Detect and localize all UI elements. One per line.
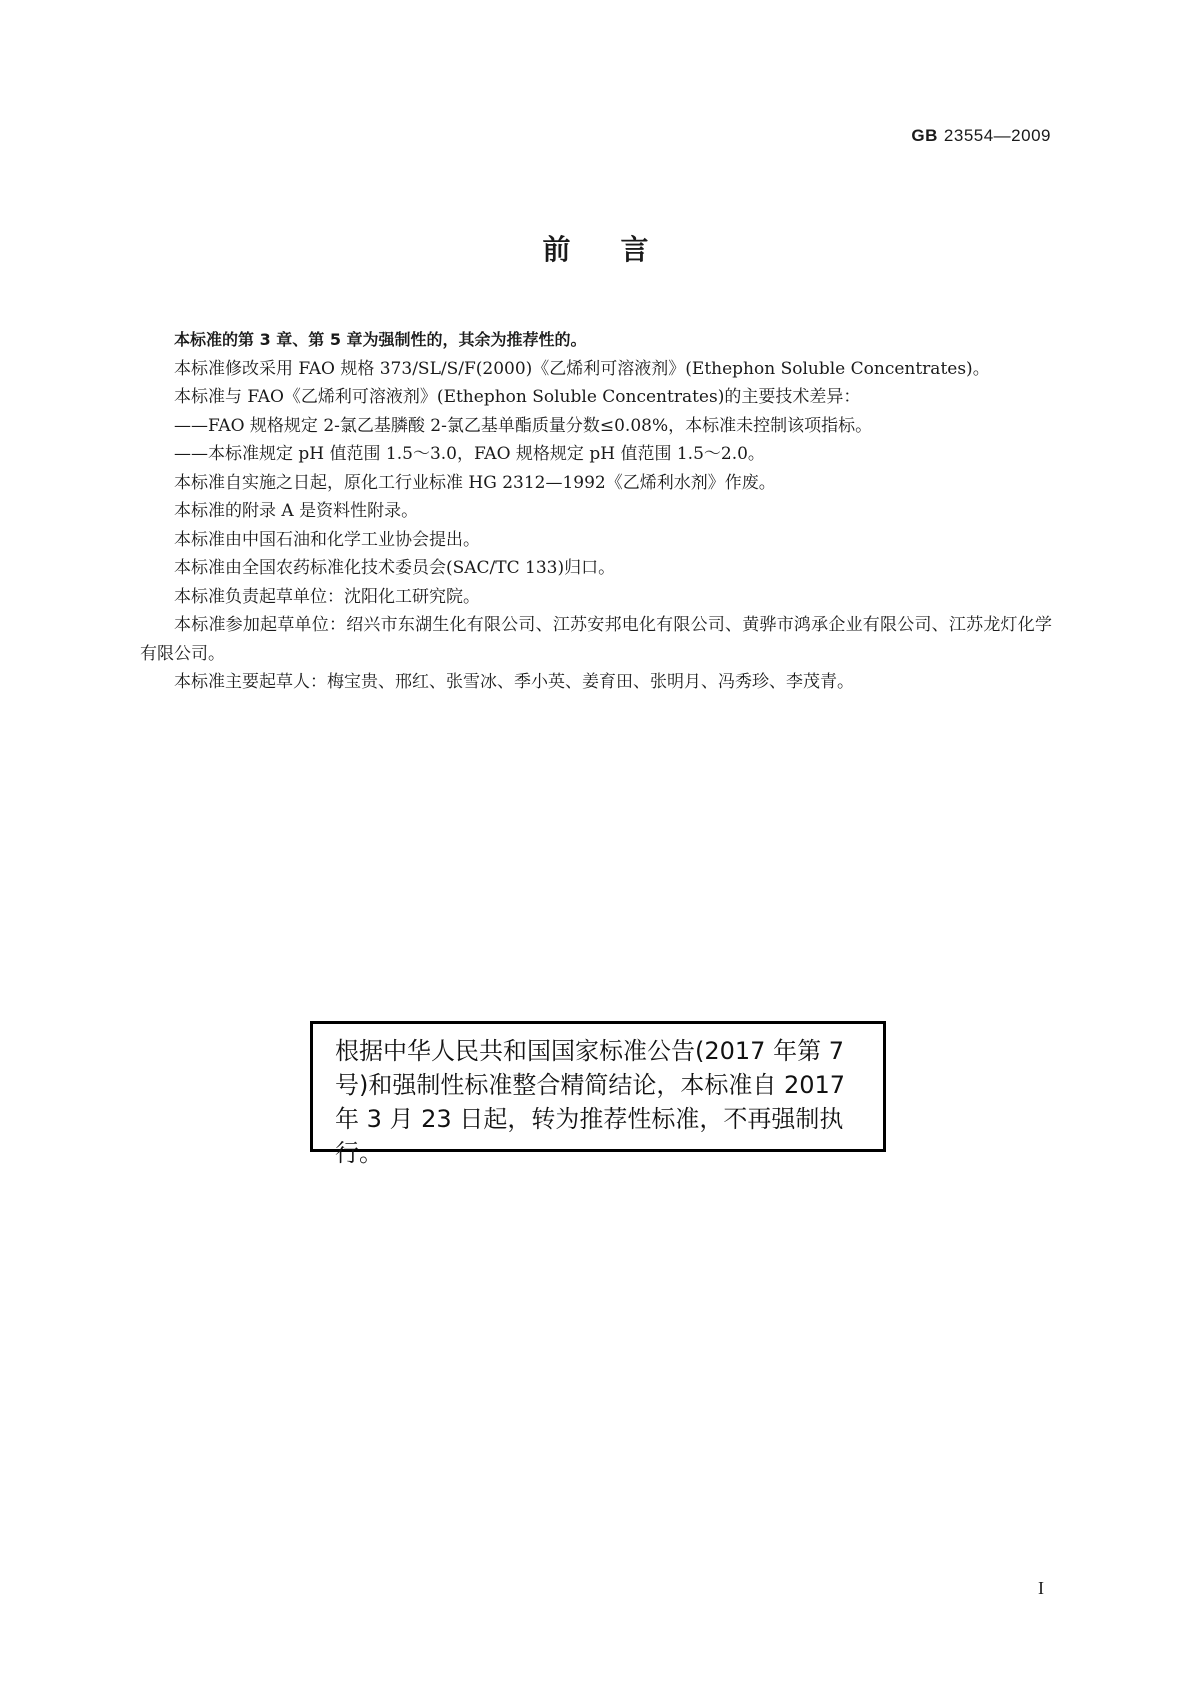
standard-code: 23554—2009 <box>943 126 1051 145</box>
page-title: 前言 <box>542 233 699 266</box>
paragraph-mandatory-chapters: 本标准的第 3 章、第 5 章为强制性的，其余为推荐性的。 <box>174 330 587 349</box>
paragraph-drafters: 本标准主要起草人：梅宝贵、邢红、张雪冰、季小英、姜育田、张明月、冯秀珍、李茂青。 <box>174 672 854 692</box>
paragraph-differences-intro: 本标准与 FAO《乙烯利可溶液剂》(Ethephon Soluble Concentrates)的主要技术差异： <box>174 387 861 407</box>
page-number: I <box>1038 1578 1044 1598</box>
paragraph-drafting-unit: 本标准负责起草单位：沈阳化工研究院。 <box>174 586 480 607</box>
standard-number <box>911 126 1051 146</box>
paragraph-difference-2: ——本标准规定 pH 值范围 1.5～3.0，FAO 规格规定 pH 值范围 1.5～2.0。 <box>174 444 765 464</box>
paragraph-proposed-by: 本标准由中国石油和化学工业协会提出。 <box>174 529 480 550</box>
notice-box: 根据中华人民共和国国家标准公告(2017 年第 7 号)和强制性标准整合精简结论，本标准自 2017 年 3 月 23 日起，转为推荐性标准，不再强制执行。 <box>310 1021 886 1152</box>
foreword-body <box>140 326 1052 697</box>
paragraph-fao-adoption: 本标准修改采用 FAO 规格 373/SL/S/F(2000)《乙烯利可溶液剂》(Ethephon Soluble Concentrates)。 <box>174 358 990 379</box>
paragraph-participating-units: 本标准参加起草单位：绍兴市东湖生化有限公司、江苏安邦电化有限公司、黄骅市鸿承企业有限公司、江苏龙灯化学有限公司。 <box>140 615 1052 664</box>
paragraph-centralized-by: 本标准由全国农药标准化技术委员会(SAC/TC 133)归口。 <box>174 558 616 578</box>
paragraph-supersedes: 本标准自实施之日起，原化工行业标准 HG 2312—1992《乙烯利水剂》作废。 <box>174 472 776 493</box>
standard-prefix: GB <box>911 126 938 145</box>
paragraph-appendix: 本标准的附录 A 是资料性附录。 <box>174 501 419 521</box>
paragraph-difference-1: ——FAO 规格规定 2-氯乙基膦酸 2-氯乙基单酯质量分数≤0.08%，本标准未控制该项指标。 <box>174 415 873 436</box>
